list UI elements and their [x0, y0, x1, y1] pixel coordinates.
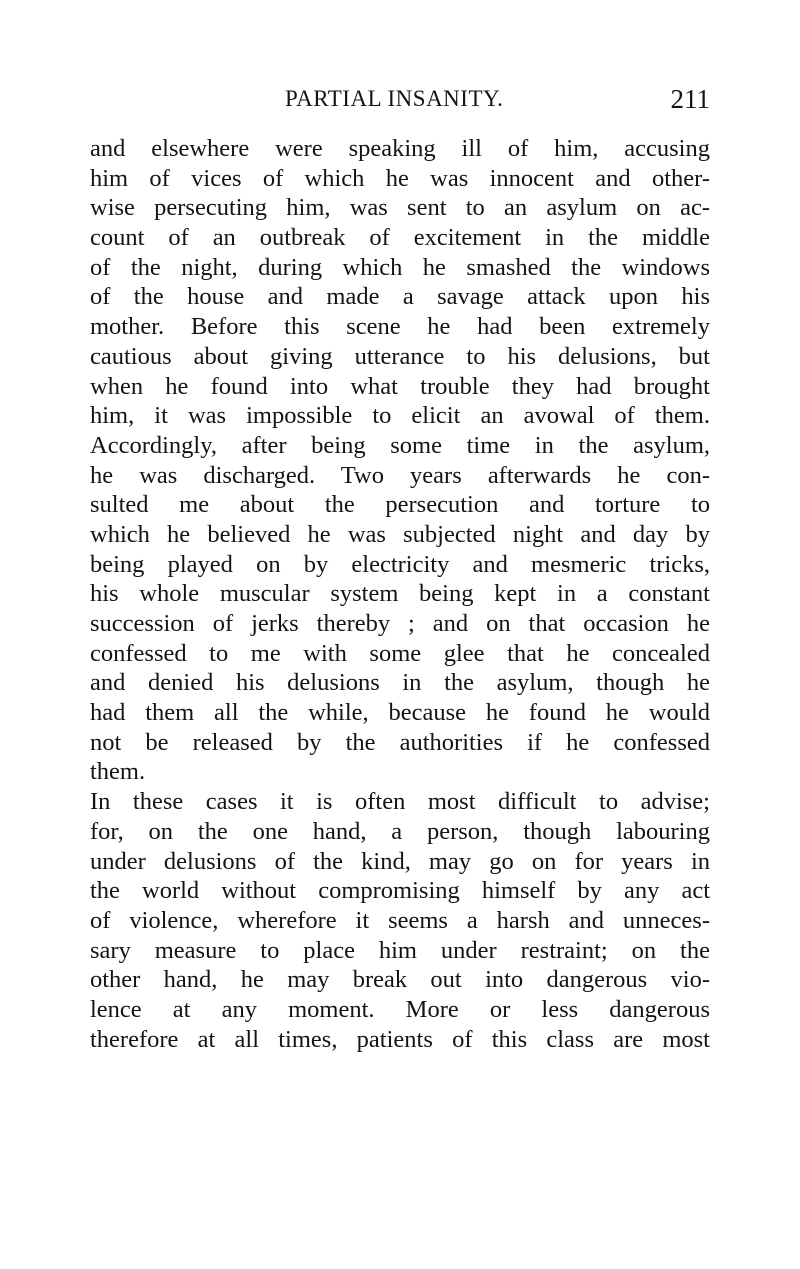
text-line: of the house and made a savage attack upon his — [90, 283, 710, 311]
text-line: mother. Before this scene he had been extremely — [90, 313, 710, 341]
text-line: other hand, he may break out into dangerous vio- — [90, 966, 710, 994]
text-line: had them all the while, because he found he would — [90, 699, 710, 727]
text-line: when he found into what trouble they had brought — [90, 372, 710, 400]
text-line: and elsewhere were speaking ill of him, accusing — [90, 135, 710, 162]
text-line: count of an outbreak of excitement in the middle — [90, 224, 710, 252]
text-line: succession of jerks thereby ; and on that occasion he — [90, 610, 710, 637]
text-line: of violence, wherefore it seems a harsh and unneces- — [90, 906, 710, 934]
text-line: him, it was impossible to elicit an avowal of them. — [90, 402, 710, 430]
running-head — [90, 80, 710, 120]
text-line: which he believed he was subjected night and day by — [90, 520, 710, 548]
text-line: Accordingly, after being some time in the asylum, — [90, 431, 710, 459]
paragraph-end-line: them. — [90, 758, 146, 786]
body-text — [90, 134, 710, 1054]
text-line: for, on the one hand, a person, though labouring — [90, 817, 710, 845]
text-line: sary measure to place him under restraint; on the — [90, 936, 710, 964]
page-number: 211 — [670, 84, 710, 114]
text-line: being played on by electricity and mesmeric tricks, — [90, 550, 710, 578]
text-line: he was discharged. Two years afterwards he con- — [90, 461, 710, 489]
text-line: and denied his delusions in the asylum, though he — [90, 669, 710, 697]
text-line: him of vices of which he was innocent and other- — [90, 164, 710, 192]
text-line: of the night, during which he smashed the windows — [90, 253, 710, 281]
text-line: lence at any moment. More or less dangerous — [90, 995, 710, 1023]
text-line: under delusions of the kind, may go on for years in — [90, 847, 710, 875]
text-line: the world without compromising himself by any act — [90, 877, 710, 905]
text-line: wise persecuting him, was sent to an asylum on ac- — [90, 194, 710, 222]
paragraph-start-line: In these cases it is often most difficult to advise; — [90, 788, 710, 816]
text-line: his whole muscular system being kept in a constant — [90, 580, 710, 608]
text-line: sulted me about the persecution and torture to — [90, 491, 710, 519]
text-line: therefore at all times, patients of this class are most — [90, 1025, 710, 1053]
running-title: PARTIAL INSANITY. — [285, 86, 504, 111]
text-line: confessed to me with some glee that he concealed — [90, 639, 710, 667]
text-line: not be released by the authorities if he confessed — [90, 728, 710, 756]
text-line: cautious about giving utterance to his delusions, but — [90, 342, 710, 370]
